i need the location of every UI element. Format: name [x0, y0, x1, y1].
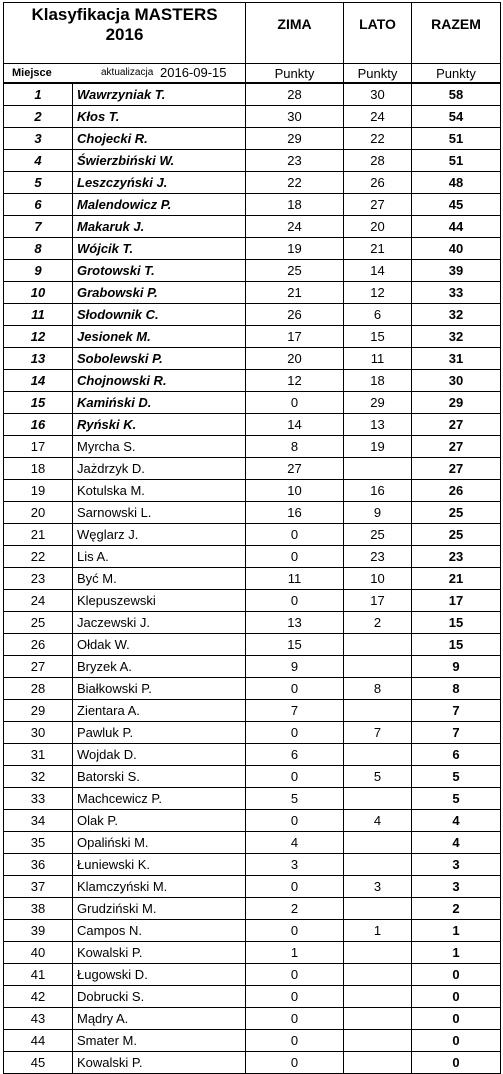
- position-cell: 15: [4, 392, 73, 414]
- col-header-winter: ZIMA: [246, 3, 344, 64]
- winter-points-cell: 28: [246, 83, 344, 106]
- name-cell: Olak P.: [73, 810, 246, 832]
- summer-points-cell: 4: [344, 810, 412, 832]
- total-points-cell: 23: [412, 546, 501, 568]
- name-cell: Bryzek A.: [73, 656, 246, 678]
- total-points-cell: 15: [412, 634, 501, 656]
- position-cell: 44: [4, 1030, 73, 1052]
- position-cell: 38: [4, 898, 73, 920]
- winter-points-cell: 22: [246, 172, 344, 194]
- total-points-cell: 0: [412, 1008, 501, 1030]
- name-cell: Pawluk P.: [73, 722, 246, 744]
- name-cell: Ryński K.: [73, 414, 246, 436]
- table-row: [4, 436, 501, 458]
- name-cell: Machcewicz P.: [73, 788, 246, 810]
- position-cell: 26: [4, 634, 73, 656]
- winter-points-cell: 5: [246, 788, 344, 810]
- position-cell: 6: [4, 194, 73, 216]
- table-row: [4, 722, 501, 744]
- total-points-cell: 40: [412, 238, 501, 260]
- summer-points-cell: 7: [344, 722, 412, 744]
- name-cell: Myrcha S.: [73, 436, 246, 458]
- summer-points-cell: [344, 832, 412, 854]
- position-cell: 24: [4, 590, 73, 612]
- table-row: [4, 656, 501, 678]
- summer-points-cell: 28: [344, 150, 412, 172]
- total-points-cell: 7: [412, 722, 501, 744]
- winter-points-cell: 6: [246, 744, 344, 766]
- summer-points-cell: 26: [344, 172, 412, 194]
- unit-total: Punkty: [412, 64, 501, 84]
- winter-points-cell: 0: [246, 1030, 344, 1052]
- update-date: 2016-09-15: [160, 65, 227, 80]
- winter-points-cell: 16: [246, 502, 344, 524]
- name-cell: Batorski S.: [73, 766, 246, 788]
- total-points-cell: 2: [412, 898, 501, 920]
- summer-points-cell: 24: [344, 106, 412, 128]
- position-cell: 31: [4, 744, 73, 766]
- table-row: [4, 83, 501, 106]
- position-cell: 37: [4, 876, 73, 898]
- winter-points-cell: 12: [246, 370, 344, 392]
- total-points-cell: 15: [412, 612, 501, 634]
- winter-points-cell: 20: [246, 348, 344, 370]
- winter-points-cell: 1: [246, 942, 344, 964]
- table-row: [4, 216, 501, 238]
- summer-points-cell: [344, 788, 412, 810]
- position-cell: 27: [4, 656, 73, 678]
- winter-points-cell: 26: [246, 304, 344, 326]
- total-points-cell: 3: [412, 854, 501, 876]
- table-row: [4, 458, 501, 480]
- total-points-cell: 32: [412, 304, 501, 326]
- table-row: [4, 524, 501, 546]
- position-cell: 45: [4, 1052, 73, 1074]
- position-cell: 1: [4, 83, 73, 106]
- table-row: [4, 304, 501, 326]
- summer-points-cell: 3: [344, 876, 412, 898]
- total-points-cell: 8: [412, 678, 501, 700]
- summer-points-cell: [344, 744, 412, 766]
- table-row: [4, 392, 501, 414]
- table-row: [4, 920, 501, 942]
- summer-points-cell: [344, 1030, 412, 1052]
- total-points-cell: 44: [412, 216, 501, 238]
- name-cell: Klepuszewski: [73, 590, 246, 612]
- unit-summer: Punkty: [344, 64, 412, 84]
- total-points-cell: 0: [412, 1030, 501, 1052]
- total-points-cell: 4: [412, 832, 501, 854]
- position-cell: 16: [4, 414, 73, 436]
- total-points-cell: 39: [412, 260, 501, 282]
- total-points-cell: 5: [412, 766, 501, 788]
- summer-points-cell: 22: [344, 128, 412, 150]
- position-cell: 29: [4, 700, 73, 722]
- name-cell: Dobrucki S.: [73, 986, 246, 1008]
- winter-points-cell: 18: [246, 194, 344, 216]
- name-cell: Ołdak W.: [73, 634, 246, 656]
- table-row: [4, 568, 501, 590]
- table-row: [4, 1052, 501, 1074]
- table-row: [4, 898, 501, 920]
- total-points-cell: 33: [412, 282, 501, 304]
- table-row: [4, 876, 501, 898]
- winter-points-cell: 0: [246, 392, 344, 414]
- name-cell: Słodownik C.: [73, 304, 246, 326]
- winter-points-cell: 0: [246, 524, 344, 546]
- winter-points-cell: 2: [246, 898, 344, 920]
- summer-points-cell: 11: [344, 348, 412, 370]
- name-cell: Jaczewski J.: [73, 612, 246, 634]
- total-points-cell: 25: [412, 502, 501, 524]
- winter-points-cell: 24: [246, 216, 344, 238]
- name-cell: Wawrzyniak T.: [73, 83, 246, 106]
- table-row: [4, 282, 501, 304]
- name-cell: Smater M.: [73, 1030, 246, 1052]
- summer-points-cell: 17: [344, 590, 412, 612]
- summer-points-cell: 20: [344, 216, 412, 238]
- total-points-cell: 51: [412, 150, 501, 172]
- table-row: [4, 348, 501, 370]
- total-points-cell: 21: [412, 568, 501, 590]
- place-label: Miejsce: [12, 67, 52, 79]
- name-cell: Grotowski T.: [73, 260, 246, 282]
- total-points-cell: 7: [412, 700, 501, 722]
- summer-points-cell: 14: [344, 260, 412, 282]
- position-cell: 8: [4, 238, 73, 260]
- winter-points-cell: 14: [246, 414, 344, 436]
- subheader-cell: [4, 64, 246, 84]
- name-cell: Makaruk J.: [73, 216, 246, 238]
- col-header-total: RAZEM: [412, 3, 501, 64]
- summer-points-cell: [344, 1008, 412, 1030]
- summer-points-cell: [344, 942, 412, 964]
- total-points-cell: 6: [412, 744, 501, 766]
- table-row: [4, 590, 501, 612]
- summer-points-cell: [344, 458, 412, 480]
- name-cell: Wójcik T.: [73, 238, 246, 260]
- winter-points-cell: 8: [246, 436, 344, 458]
- summer-points-cell: [344, 634, 412, 656]
- summer-points-cell: 29: [344, 392, 412, 414]
- position-cell: 34: [4, 810, 73, 832]
- position-cell: 17: [4, 436, 73, 458]
- summer-points-cell: 30: [344, 83, 412, 106]
- position-cell: 25: [4, 612, 73, 634]
- table-row: [4, 106, 501, 128]
- position-cell: 12: [4, 326, 73, 348]
- summer-points-cell: [344, 854, 412, 876]
- name-cell: Lis A.: [73, 546, 246, 568]
- summer-points-cell: 2: [344, 612, 412, 634]
- winter-points-cell: 13: [246, 612, 344, 634]
- name-cell: Sobolewski P.: [73, 348, 246, 370]
- total-points-cell: 48: [412, 172, 501, 194]
- winter-points-cell: 0: [246, 678, 344, 700]
- winter-points-cell: 0: [246, 810, 344, 832]
- name-cell: Białkowski P.: [73, 678, 246, 700]
- summer-points-cell: [344, 656, 412, 678]
- name-cell: Kotulska M.: [73, 480, 246, 502]
- table-row: [4, 634, 501, 656]
- name-cell: Kowalski P.: [73, 1052, 246, 1074]
- position-cell: 30: [4, 722, 73, 744]
- total-points-cell: 45: [412, 194, 501, 216]
- position-cell: 42: [4, 986, 73, 1008]
- table-row: [4, 238, 501, 260]
- position-cell: 43: [4, 1008, 73, 1030]
- ranking-sheet: [3, 2, 500, 1074]
- position-cell: 41: [4, 964, 73, 986]
- name-cell: Grabowski P.: [73, 282, 246, 304]
- table-title: Klasyfikacja MASTERS: [31, 5, 218, 24]
- winter-points-cell: 0: [246, 964, 344, 986]
- summer-points-cell: [344, 986, 412, 1008]
- summer-points-cell: 8: [344, 678, 412, 700]
- table-row: [4, 788, 501, 810]
- name-cell: Wojdak D.: [73, 744, 246, 766]
- position-cell: 40: [4, 942, 73, 964]
- winter-points-cell: 29: [246, 128, 344, 150]
- summer-points-cell: 25: [344, 524, 412, 546]
- total-points-cell: 54: [412, 106, 501, 128]
- total-points-cell: 0: [412, 986, 501, 1008]
- position-cell: 35: [4, 832, 73, 854]
- col-header-summer: LATO: [344, 3, 412, 64]
- table-row: [4, 194, 501, 216]
- winter-points-cell: 0: [246, 876, 344, 898]
- winter-points-cell: 23: [246, 150, 344, 172]
- table-row: [4, 260, 501, 282]
- position-cell: 13: [4, 348, 73, 370]
- name-cell: Campos N.: [73, 920, 246, 942]
- table-row: [4, 986, 501, 1008]
- table-row: [4, 678, 501, 700]
- position-cell: 19: [4, 480, 73, 502]
- name-cell: Zientara A.: [73, 700, 246, 722]
- summer-points-cell: 18: [344, 370, 412, 392]
- table-row: [4, 810, 501, 832]
- winter-points-cell: 17: [246, 326, 344, 348]
- table-row: [4, 700, 501, 722]
- name-cell: Jesionek M.: [73, 326, 246, 348]
- table-row: [4, 1030, 501, 1052]
- winter-points-cell: 27: [246, 458, 344, 480]
- summer-points-cell: 15: [344, 326, 412, 348]
- position-cell: 33: [4, 788, 73, 810]
- name-cell: Być M.: [73, 568, 246, 590]
- name-cell: Malendowicz P.: [73, 194, 246, 216]
- summer-points-cell: 19: [344, 436, 412, 458]
- table-row: [4, 128, 501, 150]
- winter-points-cell: 0: [246, 1052, 344, 1074]
- position-cell: 22: [4, 546, 73, 568]
- winter-points-cell: 25: [246, 260, 344, 282]
- total-points-cell: 3: [412, 876, 501, 898]
- position-cell: 9: [4, 260, 73, 282]
- total-points-cell: 27: [412, 414, 501, 436]
- winter-points-cell: 0: [246, 986, 344, 1008]
- update-label: aktualizacja: [101, 67, 154, 78]
- winter-points-cell: 0: [246, 546, 344, 568]
- position-cell: 7: [4, 216, 73, 238]
- name-cell: Ługowski D.: [73, 964, 246, 986]
- total-points-cell: 5: [412, 788, 501, 810]
- position-cell: 2: [4, 106, 73, 128]
- total-points-cell: 58: [412, 83, 501, 106]
- summer-points-cell: 6: [344, 304, 412, 326]
- name-cell: Chojnowski R.: [73, 370, 246, 392]
- total-points-cell: 4: [412, 810, 501, 832]
- position-cell: 18: [4, 458, 73, 480]
- total-points-cell: 30: [412, 370, 501, 392]
- summer-points-cell: 21: [344, 238, 412, 260]
- total-points-cell: 32: [412, 326, 501, 348]
- table-row: [4, 414, 501, 436]
- name-cell: Mądry A.: [73, 1008, 246, 1030]
- winter-points-cell: 11: [246, 568, 344, 590]
- summer-points-cell: 23: [344, 546, 412, 568]
- total-points-cell: 26: [412, 480, 501, 502]
- total-points-cell: 27: [412, 436, 501, 458]
- name-cell: Kamiński D.: [73, 392, 246, 414]
- summer-points-cell: [344, 964, 412, 986]
- total-points-cell: 0: [412, 964, 501, 986]
- total-points-cell: 31: [412, 348, 501, 370]
- summer-points-cell: [344, 700, 412, 722]
- winter-points-cell: 0: [246, 920, 344, 942]
- total-points-cell: 27: [412, 458, 501, 480]
- position-cell: 20: [4, 502, 73, 524]
- table-row: [4, 502, 501, 524]
- ranking-rows: [4, 83, 501, 1074]
- position-cell: 28: [4, 678, 73, 700]
- table-row: [4, 172, 501, 194]
- winter-points-cell: 21: [246, 282, 344, 304]
- table-row: [4, 942, 501, 964]
- name-cell: Węglarz J.: [73, 524, 246, 546]
- winter-points-cell: 15: [246, 634, 344, 656]
- table-year: 2016: [105, 25, 144, 44]
- winter-points-cell: 10: [246, 480, 344, 502]
- total-points-cell: 1: [412, 920, 501, 942]
- summer-points-cell: 1: [344, 920, 412, 942]
- position-cell: 3: [4, 128, 73, 150]
- winter-points-cell: 7: [246, 700, 344, 722]
- name-cell: Grudziński M.: [73, 898, 246, 920]
- winter-points-cell: 30: [246, 106, 344, 128]
- table-row: [4, 964, 501, 986]
- summer-points-cell: 12: [344, 282, 412, 304]
- position-cell: 39: [4, 920, 73, 942]
- total-points-cell: 1: [412, 942, 501, 964]
- title-cell: [4, 3, 246, 64]
- winter-points-cell: 0: [246, 766, 344, 788]
- name-cell: Kłos T.: [73, 106, 246, 128]
- table-row: [4, 546, 501, 568]
- position-cell: 21: [4, 524, 73, 546]
- position-cell: 23: [4, 568, 73, 590]
- summer-points-cell: 5: [344, 766, 412, 788]
- winter-points-cell: 0: [246, 590, 344, 612]
- winter-points-cell: 3: [246, 854, 344, 876]
- table-row: [4, 370, 501, 392]
- total-points-cell: 29: [412, 392, 501, 414]
- winter-points-cell: 9: [246, 656, 344, 678]
- name-cell: Chojecki R.: [73, 128, 246, 150]
- name-cell: Świerzbiński W.: [73, 150, 246, 172]
- table-row: [4, 1008, 501, 1030]
- total-points-cell: 9: [412, 656, 501, 678]
- position-cell: 5: [4, 172, 73, 194]
- table-row: [4, 744, 501, 766]
- table-row: [4, 480, 501, 502]
- winter-points-cell: 19: [246, 238, 344, 260]
- position-cell: 4: [4, 150, 73, 172]
- summer-points-cell: 16: [344, 480, 412, 502]
- summer-points-cell: 27: [344, 194, 412, 216]
- table-row: [4, 612, 501, 634]
- name-cell: Jażdrzyk D.: [73, 458, 246, 480]
- table-row: [4, 326, 501, 348]
- name-cell: Leszczyński J.: [73, 172, 246, 194]
- summer-points-cell: [344, 1052, 412, 1074]
- table-row: [4, 832, 501, 854]
- total-points-cell: 0: [412, 1052, 501, 1074]
- total-points-cell: 51: [412, 128, 501, 150]
- winter-points-cell: 0: [246, 1008, 344, 1030]
- position-cell: 14: [4, 370, 73, 392]
- name-cell: Sarnowski L.: [73, 502, 246, 524]
- name-cell: Opaliński M.: [73, 832, 246, 854]
- summer-points-cell: [344, 898, 412, 920]
- winter-points-cell: 4: [246, 832, 344, 854]
- summer-points-cell: 13: [344, 414, 412, 436]
- unit-winter: Punkty: [246, 64, 344, 84]
- table-row: [4, 150, 501, 172]
- position-cell: 36: [4, 854, 73, 876]
- name-cell: Klamczyński M.: [73, 876, 246, 898]
- total-points-cell: 25: [412, 524, 501, 546]
- summer-points-cell: 10: [344, 568, 412, 590]
- position-cell: 10: [4, 282, 73, 304]
- winter-points-cell: 0: [246, 722, 344, 744]
- position-cell: 32: [4, 766, 73, 788]
- ranking-table: [3, 2, 501, 1074]
- summer-points-cell: 9: [344, 502, 412, 524]
- name-cell: Łuniewski K.: [73, 854, 246, 876]
- total-points-cell: 17: [412, 590, 501, 612]
- position-cell: 11: [4, 304, 73, 326]
- table-row: [4, 766, 501, 788]
- name-cell: Kowalski P.: [73, 942, 246, 964]
- table-row: [4, 854, 501, 876]
